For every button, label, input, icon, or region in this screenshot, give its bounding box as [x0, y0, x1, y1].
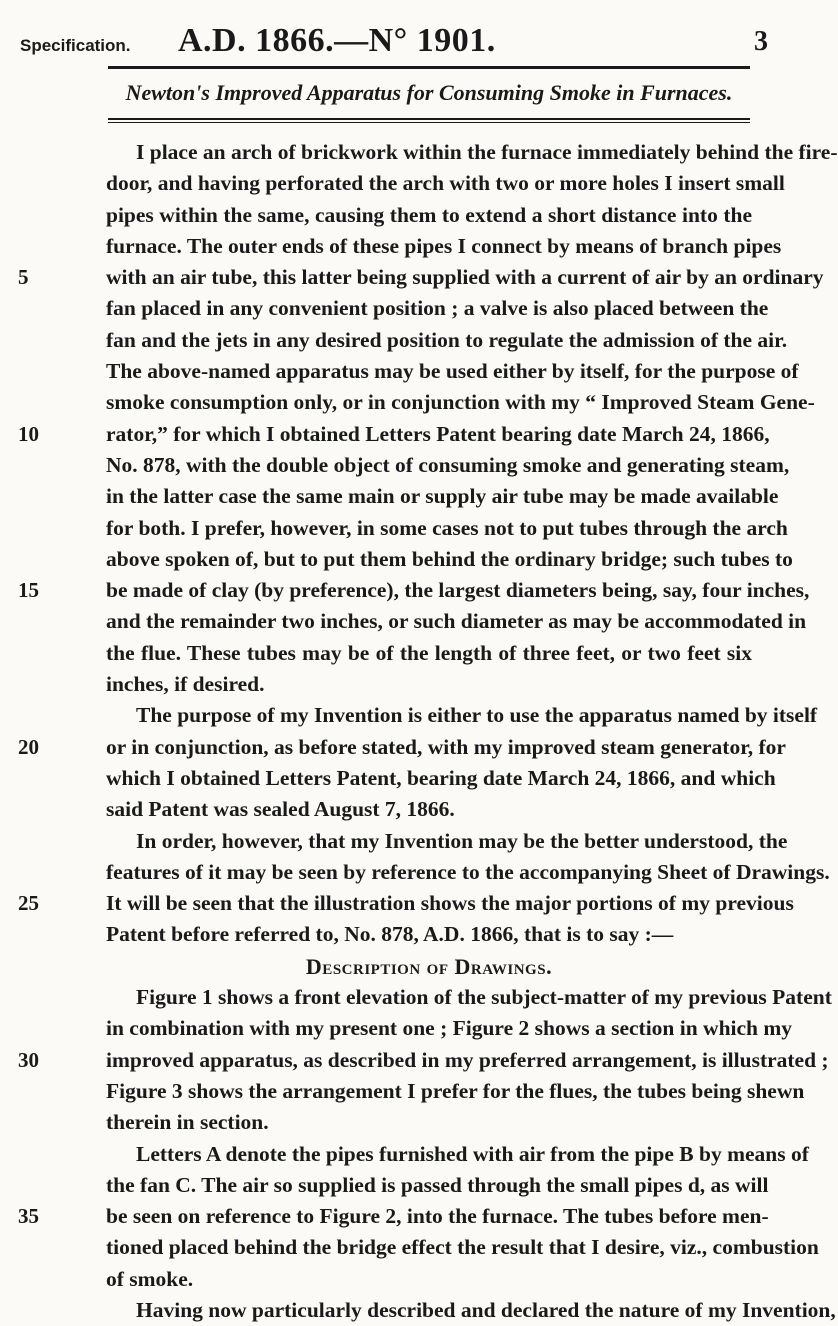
text-line	[0, 1076, 805, 1107]
text-line	[0, 513, 800, 544]
running-title: Newton's Improved Apparatus for Consuming Smoke in Furnaces.	[125, 80, 733, 105]
line-text: Figure 1 shows a front elevation of the subject-matter of my previous Patent	[136, 985, 832, 1010]
text-line	[0, 325, 800, 356]
line-text: be made of clay (by preference), the largest diameters being, say, four inches,	[106, 578, 810, 603]
text-line	[0, 1013, 800, 1044]
text-line	[0, 450, 800, 481]
specification-label: Specification.	[20, 36, 131, 55]
text-line	[0, 1201, 800, 1232]
text-line	[0, 356, 800, 387]
line-text: Figure 3 shows the arrangement I prefer for the flues, the tubes being shewn	[106, 1078, 805, 1103]
line-text: said Patent was sealed August 7, 1866.	[106, 797, 455, 822]
text-line	[0, 1232, 819, 1263]
text-line	[0, 763, 800, 794]
line-number: 35	[18, 1204, 39, 1229]
text-line	[0, 982, 832, 1013]
text-line	[0, 137, 838, 168]
text-line	[0, 575, 810, 606]
section-heading-line	[0, 951, 800, 982]
text-line	[0, 231, 800, 262]
line-text: for both. I prefer, however, in some cases not to put tubes through the arch	[106, 515, 788, 540]
line-text: the fan C. The air so supplied is passed through the small pipes d, as will	[106, 1172, 769, 1197]
text-line	[0, 732, 800, 763]
text-line	[0, 700, 818, 731]
line-text: Patent before referred to, No. 878, A.D. 1866, that is to say :—	[106, 922, 674, 947]
line-text: inches, if desired.	[106, 672, 265, 697]
line-number: 30	[18, 1047, 39, 1072]
line-number: 20	[18, 734, 39, 759]
line-text: or in conjunction, as before stated, with my improved steam generator, for	[106, 734, 786, 759]
line-text: furnace. The outer ends of these pipes I connect by means of branch pipes	[106, 233, 782, 258]
line-text: with an air tube, this latter being supplied with a current of air by an ordinary	[106, 265, 824, 290]
line-text: The above-named apparatus may be used either by itself, for the purpose of	[106, 359, 799, 384]
section-heading: Description of Drawings.	[305, 953, 553, 979]
title-rule-upper	[108, 118, 750, 120]
line-text: smoke consumption only, or in conjunction with my “ Improved Steam Gene-	[106, 390, 815, 415]
line-text: door, and having perforated the arch with two or more holes I insert small	[106, 171, 785, 196]
line-text: features of it may be seen by reference to the accompanying Sheet of Drawings.	[106, 859, 830, 884]
line-text: It will be seen that the illustration shows the major portions of my previous	[106, 891, 794, 916]
patent-title: A.D. 1866.—N° 1901.	[178, 22, 496, 59]
text-line	[0, 200, 800, 231]
text-line	[0, 481, 800, 512]
line-text: and the remainder two inches, or such diameter as may be accommodated in	[106, 609, 807, 634]
line-text: Having now particularly described and declared the nature of my Invention,	[136, 1297, 836, 1322]
text-line	[0, 1264, 800, 1295]
line-text: No. 878, with the double object of consuming smoke and generating steam,	[106, 452, 790, 477]
line-text: in combination with my present one ; Figure 2 shows a section in which my	[106, 1016, 793, 1041]
line-text: tioned placed behind the bridge effect the result that I desire, viz., combustion	[106, 1235, 819, 1260]
line-number: 25	[18, 891, 39, 916]
line-text: The purpose of my Invention is either to use the apparatus named by itself	[136, 703, 818, 728]
text-line	[0, 794, 800, 825]
line-text: in the latter case the same main or supply air tube may be made available	[106, 484, 779, 509]
line-text: be seen on reference to Figure 2, into the furnace. The tubes before men-	[106, 1204, 769, 1229]
text-line	[0, 1045, 829, 1076]
text-line	[0, 638, 800, 669]
line-text: which I obtained Letters Patent, bearing date March 24, 1866, and which	[106, 765, 776, 790]
title-rule-lower	[108, 122, 750, 123]
text-line	[0, 919, 800, 950]
line-text: Letters A denote the pipes furnished with air from the pipe B by means of	[136, 1141, 809, 1166]
line-text: fan and the jets in any desired position to regulate the admission of the air.	[106, 327, 788, 352]
line-number: 5	[18, 265, 29, 290]
text-line	[0, 387, 815, 418]
line-text: I place an arch of brickwork within the furnace immediately behind the fire-	[136, 140, 838, 164]
line-text: rator,” for which I obtained Letters Patent bearing date March 24, 1866,	[106, 421, 770, 446]
line-text: pipes within the same, causing them to extend a short distance into the	[106, 202, 752, 227]
text-line	[0, 262, 824, 293]
header-rule	[108, 66, 750, 69]
line-number: 10	[18, 421, 39, 446]
line-text: fan placed in any convenient position ; a valve is also placed between the	[106, 296, 769, 321]
text-line	[0, 419, 800, 450]
text-line	[0, 888, 800, 919]
line-text: of smoke.	[106, 1266, 194, 1291]
line-text: the flue. These tubes may be of the length of three feet, or two feet six	[106, 640, 752, 665]
text-line	[0, 857, 830, 888]
line-text: above spoken of, but to put them behind the ordinary bridge; such tubes to	[106, 546, 793, 571]
text-line	[0, 544, 800, 575]
line-number: 15	[18, 578, 39, 603]
text-line	[0, 669, 800, 700]
line-text: In order, however, that my Invention may be the better understood, the	[136, 828, 788, 853]
text-line	[0, 1170, 800, 1201]
text-line	[0, 826, 800, 857]
text-line	[0, 293, 800, 324]
text-line	[0, 1295, 836, 1326]
text-line	[0, 168, 800, 199]
text-line	[0, 606, 807, 637]
line-text: therein in section.	[106, 1110, 269, 1135]
page-number: 3	[754, 26, 768, 57]
text-line	[0, 1107, 800, 1138]
page-header	[20, 22, 772, 66]
text-line	[0, 1139, 809, 1170]
body-text	[0, 137, 838, 1326]
line-text: improved apparatus, as described in my preferred arrangement, is illustrated ;	[106, 1047, 829, 1072]
